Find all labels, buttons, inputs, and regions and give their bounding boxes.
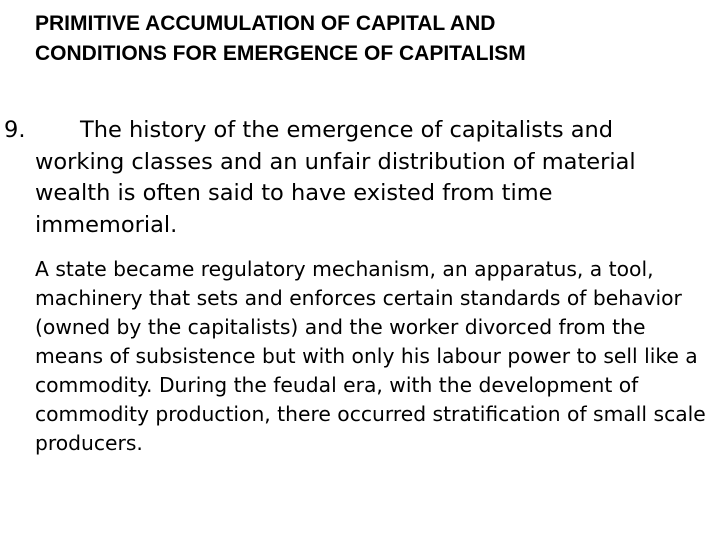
- title-line-2: CONDITIONS FOR EMERGENCE OF CAPITALISM: [35, 42, 526, 65]
- slide-title: [35, 9, 695, 69]
- point-number: 9.: [4, 117, 26, 143]
- body-paragraph: A state became regulatory mechanism, an apparatus, a tool, machinery that sets and enforces certain standards of behavior (owned by the capitalists) and the worker divorced from the means of subsistence but with only his labour power to sell like a commodity. During the feudal era, with the development of commodity production, there occurred stratification of small scale producers.: [35, 257, 706, 455]
- title-line-1: PRIMITIVE ACCUMULATION OF CAPITAL AND: [35, 12, 496, 35]
- numbered-point: [4, 115, 694, 241]
- point-text: The history of the emergence of capitalists and working classes and an unfair distribution of material wealth is often said to have existed from time immemorial.: [35, 117, 636, 238]
